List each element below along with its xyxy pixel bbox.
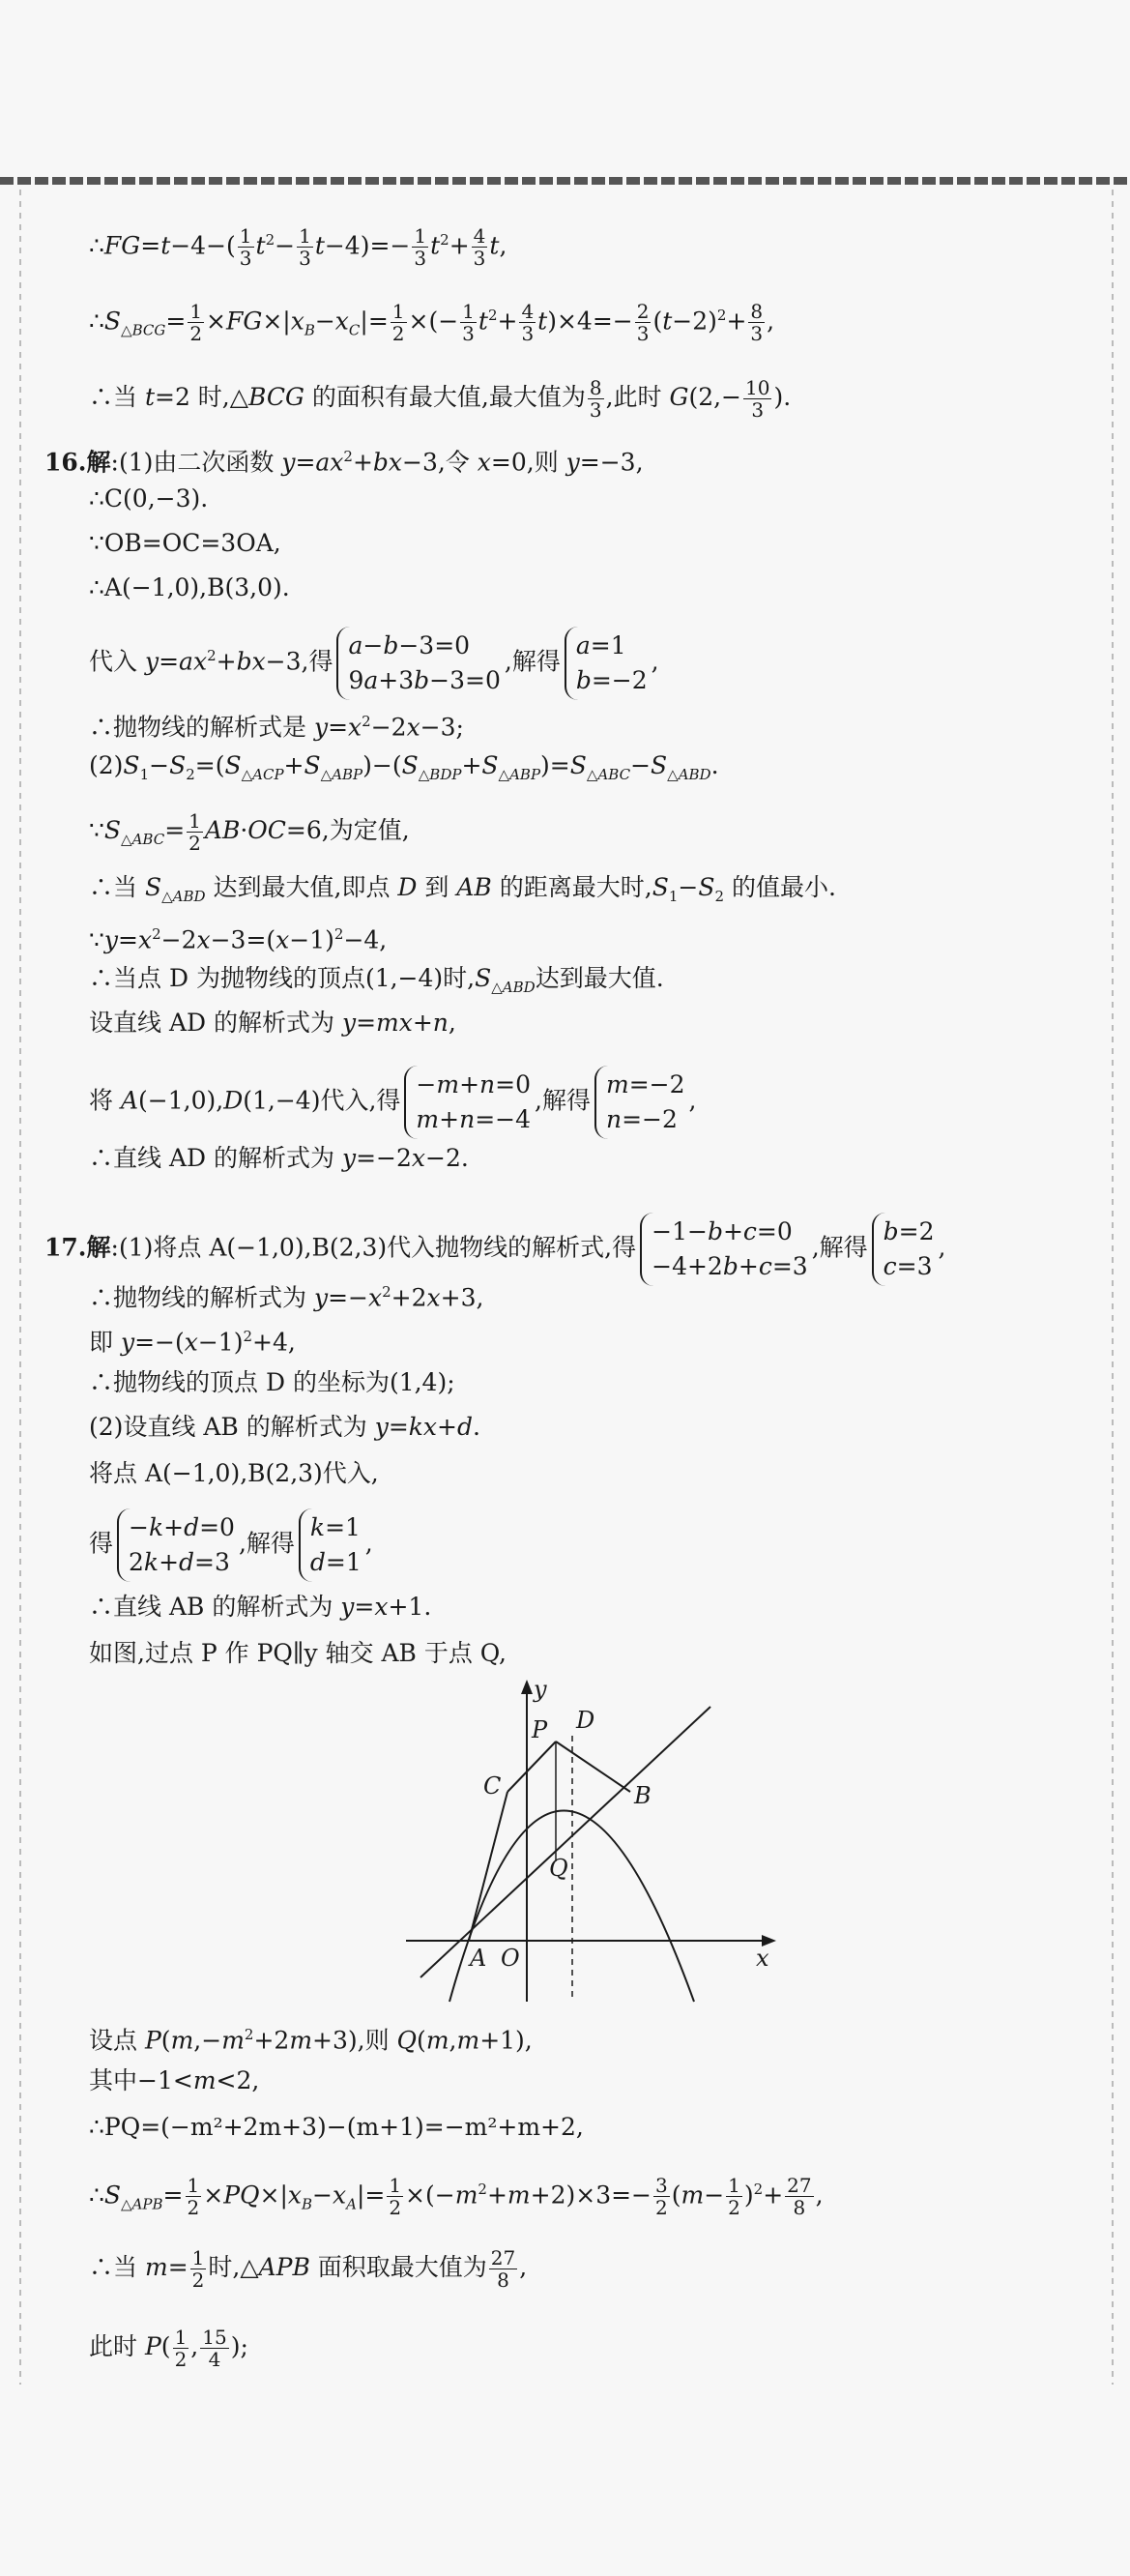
q17-range: 其中−1<m<2, — [89, 2066, 260, 2094]
y-axis-arrow — [521, 1680, 533, 1694]
left-margin-line — [19, 190, 21, 2385]
q16-vertex: ∴当点 D 为抛物线的顶点(1,−4)时$,S_{\triangle ABD}$达到最大值. — [89, 964, 664, 996]
label-o: O — [501, 1945, 520, 1972]
label-c: C — [483, 1772, 502, 1800]
parabola-figure — [406, 1678, 783, 2016]
q16-parabola: ∴抛物线的解析式是 $y=x^2-2x-3$; — [89, 713, 464, 742]
q16-vertex-form: $\because y=x^2-2x-3=(x-1)^2-4$, — [89, 925, 388, 954]
label-q: Q — [549, 1855, 568, 1882]
q17-ab-result: ∴直线 AB 的解析式为 y=x+1. — [89, 1593, 432, 1621]
q16-when-max: ∴当 $S_{\triangle ABD}$ 达到最大值,即点 D 到 AB 的距离最大时$,S_1-S_2$ 的值最小. — [89, 873, 836, 905]
label-x: x — [756, 1945, 769, 1972]
q17-vertex-form: 即 $y=-(x-1)^2+4$, — [89, 1328, 296, 1357]
label-y: y — [534, 1678, 547, 1703]
label-a: A — [470, 1945, 487, 1972]
q16-line-ad: 设直线 AD 的解析式为 y=mx+n, — [89, 1009, 456, 1037]
label-p: P — [532, 1716, 548, 1743]
q17-pq-length: ∴PQ=(−m²+2m+3)−(m+1)=−m²+m+2, — [89, 2113, 584, 2141]
q17-parabola: ∴抛物线的解析式为 $y=-x^2+2x+3$, — [89, 1283, 484, 1312]
q17-line1: 17.解:(1)将点 A(−1,0),B(2,3)代入抛物线的解析式,得 −1−b+c=0 −4+2b+c=3 ,解得 b=2 c=3 , — [44, 1213, 945, 1286]
q17-area-apb: $\therefore S_{\triangle APB}=$ $\frac{1}{2}$ $\times PQ\times|x_B-x_A|=$ $\frac{1}{2}$ $\times(-m^2+m+2)\times 3=-$ $\frac{3}{2}$ (m− $\frac{1}{2}$ )$^2$+ $\frac{27}{8}$ , — [89, 2174, 824, 2220]
q16-line2: ∴C(0,−3). — [89, 484, 209, 512]
segment-ac — [469, 1792, 507, 1941]
segment-cp — [507, 1742, 556, 1792]
area-bcg-line: $\therefore S_{\triangle BCG}=$ $\frac{1}{2}$ $\times FG\times|x_B-x_C|=$ $\frac{1}{2}$ ×(− $\frac{1}{3}$ $t^2+$ $\frac{4}{3}$ t)×4=− $\frac{2}{3}$ $(t-2)^2+$ $\frac{8}{3}$ , — [89, 300, 775, 346]
q17-figure-intro: 如图,过点 P 作 PQ∥y 轴交 AB 于点 Q, — [89, 1639, 507, 1667]
fg-line: ∴FG=t−4−( $\frac{1}{3}$ $t^2-$ $\frac{1}{3}$ t−4)=− $\frac{1}{3}$ $t^2+$ $\frac{4}{3}$ t, — [89, 224, 507, 271]
q17-point-result: 此时 P( $\frac{1}{2}$ , $\frac{15}{4}$ ); — [89, 2326, 248, 2371]
segment-pb — [556, 1742, 630, 1792]
q17-sub: 将点 A(−1,0),B(2,3)代入, — [89, 1459, 379, 1487]
q16-abc-area: $\because S_{\triangle ABC}=$ $\frac{1}{2}$ AB·OC=6,为定值, — [89, 809, 410, 855]
right-margin-line — [1112, 190, 1114, 2385]
q16-line3: ∵OB=OC=3OA, — [89, 529, 281, 557]
max-bcg-line: ∴当 t=2 时,△BCG 的面积有最大值,最大值为 $\frac{8}{3}$ ,此时 G(2,− $\frac{10}{3}$ ). — [89, 376, 792, 422]
q16-part2: $(2)S_1-S_2=(S_{\triangle ACP}+S_{\triangle ABP})-(S_{\triangle BDP}+S_{\triangle ABP})=S_{\triangle ABC}-S_{\triangle ABD}$. — [89, 751, 719, 783]
q17-system: 得 −k+d=0 2k+d=3 ,解得 k=1 d=1 , — [89, 1508, 373, 1582]
q17-part2: (2)设直线 AB 的解析式为 y=kx+d. — [89, 1413, 480, 1441]
q17-max-area: ∴当 m= $\frac{1}{2}$ 时,△APB 面积取最大值为 $\frac{27}{8}$ , — [89, 2246, 528, 2292]
q16-line1: 16.解:(1)由二次函数 $y=ax^2+bx-3$,令 x=0,则 y=−3, — [44, 448, 644, 477]
q17-vertex: ∴抛物线的顶点 D 的坐标为(1,4); — [89, 1368, 455, 1396]
q16-substitute: 代入 $y=ax^2+bx-3$,得 a−b−3=0 9a+3b−3=0 ,解得 a=1 b=−2 , — [89, 627, 659, 700]
label-b: B — [634, 1782, 652, 1809]
q16-ad-result: ∴直线 AD 的解析式为 y=−2x−2. — [89, 1144, 469, 1172]
q16-line4: ∴A(−1,0),B(3,0). — [89, 573, 290, 601]
top-dashed-rule — [0, 177, 1130, 185]
q16-sub-ad: 将 A(−1,0),D(1,−4)代入,得 −m+n=0 m+n=−4 ,解得 m=−2 n=−2 , — [89, 1066, 696, 1139]
q17-point-p: 设点 $P(m,-m^2+2m+3)$,则 Q(m,m+1), — [89, 2026, 533, 2055]
label-d: D — [576, 1707, 595, 1734]
